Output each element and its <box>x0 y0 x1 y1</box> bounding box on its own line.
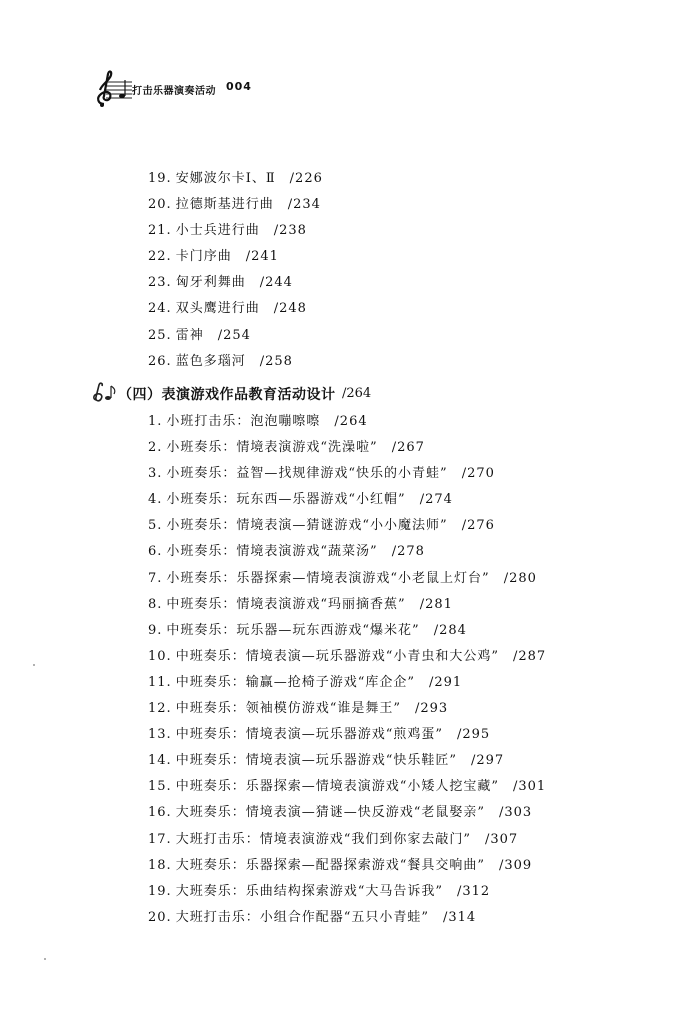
item-title: 小班奏乐：情境表演—猜谜游戏“小小魔法师” <box>166 518 448 534</box>
item-title: 中班奏乐：领袖模仿游戏“谁是舞王” <box>175 701 401 717</box>
item-number: 19. <box>148 171 172 186</box>
item-title: 大班奏乐：乐曲结构探索游戏“大马告诉我” <box>175 883 443 899</box>
music-note-icon <box>92 382 118 404</box>
item-number: 11. <box>148 674 172 690</box>
toc-item <box>148 270 668 296</box>
item-page: /248 <box>273 301 307 317</box>
item-page: /264 <box>334 414 368 429</box>
toc-item <box>148 218 668 244</box>
item-title: 中班奏乐：情境表演—玩乐器游戏“快乐鞋匠” <box>175 753 457 769</box>
item-number: 16. <box>148 805 172 821</box>
treble-clef-icon <box>92 68 134 108</box>
item-number: 4. <box>148 492 163 508</box>
item-title: 安娜波尔卡Ⅰ、Ⅱ <box>175 171 276 186</box>
item-title: 中班奏乐：乐器探索—情境表演游戏“小矮人挖宝藏” <box>175 779 499 795</box>
toc-item <box>148 487 668 513</box>
section-page: /264 <box>342 386 372 401</box>
item-number: 2. <box>148 440 163 456</box>
item-title: 大班奏乐：乐器探索—配器探索游戏“餐具交响曲” <box>175 857 485 873</box>
item-number: 20. <box>148 909 172 925</box>
item-number: 7. <box>148 570 163 586</box>
item-title: 中班奏乐：情境表演—玩乐器游戏“小青虫和大公鸡” <box>175 648 499 664</box>
toc-item <box>148 244 668 270</box>
item-number: 25. <box>148 327 172 343</box>
toc-item <box>148 696 668 722</box>
section-heading <box>92 380 652 408</box>
item-page: /281 <box>419 596 453 612</box>
item-page: /287 <box>512 648 547 664</box>
toc-list-top <box>148 166 668 375</box>
item-number: 5. <box>148 518 163 534</box>
toc-item <box>148 323 668 349</box>
item-page: /303 <box>498 805 533 821</box>
item-number: 15. <box>148 779 172 795</box>
item-page: /309 <box>498 857 533 873</box>
item-page: /307 <box>484 831 519 847</box>
item-page: /284 <box>433 622 467 638</box>
item-title: 中班奏乐：玩乐器—玩东西游戏“爆米花” <box>166 622 420 638</box>
item-page: /270 <box>461 466 495 482</box>
item-number: 14. <box>148 753 172 769</box>
item-title: 雷神 <box>175 327 204 343</box>
item-page: /276 <box>461 518 495 534</box>
item-title: 小班奏乐：玩东西—乐器游戏“小红帽” <box>166 492 406 508</box>
item-number: 21. <box>148 223 172 239</box>
toc-list-bottom <box>148 409 668 931</box>
item-page: /301 <box>512 779 547 795</box>
item-page: /274 <box>419 492 453 508</box>
running-header <box>92 68 392 108</box>
section-title: （四）表演游戏作品教育活动设计 <box>118 387 336 403</box>
item-title: 中班奏乐：情境表演—玩乐器游戏“煎鸡蛋” <box>175 727 443 743</box>
item-number: 10. <box>148 648 172 664</box>
toc-item <box>148 349 668 375</box>
item-page: /254 <box>217 327 251 343</box>
toc-item <box>148 827 668 853</box>
item-title: 大班打击乐：小组合作配器“五只小青蛙” <box>175 909 429 925</box>
item-page: /241 <box>245 249 279 265</box>
toc-item <box>148 566 668 592</box>
item-page: /234 <box>287 197 321 213</box>
item-title: 小班奏乐：益智—找规律游戏“快乐的小青蛙” <box>166 466 448 482</box>
item-title: 大班奏乐：情境表演—猜谜—快反游戏“老鼠娶亲” <box>175 805 485 821</box>
item-title: 卡门序曲 <box>175 249 232 265</box>
item-number: 13. <box>148 727 172 743</box>
toc-item <box>148 618 668 644</box>
toc-item <box>148 513 668 539</box>
item-title: 匈牙利舞曲 <box>175 275 246 291</box>
item-number: 24. <box>148 301 172 317</box>
item-page: /258 <box>259 353 293 369</box>
item-title: 拉德斯基进行曲 <box>175 197 274 213</box>
item-page: /312 <box>456 883 491 899</box>
toc-item <box>148 592 668 618</box>
toc-item <box>148 461 668 487</box>
toc-item <box>148 296 668 322</box>
item-page: /267 <box>391 440 425 456</box>
item-title: 小班奏乐：乐器探索—情境表演游戏“小老鼠上灯台” <box>166 570 490 586</box>
scan-speck <box>44 958 46 960</box>
item-number: 19. <box>148 883 172 899</box>
toc-item <box>148 192 668 218</box>
item-number: 18. <box>148 857 172 873</box>
toc-item <box>148 879 668 905</box>
item-number: 26. <box>148 353 172 369</box>
toc-item <box>148 539 668 565</box>
item-number: 6. <box>148 544 163 560</box>
item-page: /278 <box>391 544 425 560</box>
item-title: 双头鹰进行曲 <box>175 301 260 317</box>
item-title: 中班奏乐：情境表演游戏“玛丽摘香蕉” <box>166 596 406 612</box>
item-number: 22. <box>148 249 172 265</box>
item-page: /244 <box>259 275 293 291</box>
item-title: 蓝色多瑙河 <box>175 353 246 369</box>
toc-item <box>148 722 668 748</box>
item-page: /280 <box>503 570 537 586</box>
item-page: /293 <box>414 701 449 717</box>
toc-item <box>148 905 668 931</box>
scan-speck <box>33 664 35 666</box>
item-number: 9. <box>148 622 163 638</box>
item-number: 3. <box>148 466 163 482</box>
item-page: /291 <box>428 674 463 690</box>
toc-item <box>148 409 668 435</box>
header-page-number: 004 <box>226 80 252 93</box>
item-title: 中班奏乐：输赢—抢椅子游戏“库企企” <box>175 674 415 690</box>
toc-item <box>148 748 668 774</box>
item-number: 12. <box>148 701 172 717</box>
item-number: 1. <box>148 414 163 429</box>
item-number: 23. <box>148 275 172 291</box>
item-title: 小班奏乐：情境表演游戏“蔬菜汤” <box>166 544 378 560</box>
toc-item <box>148 774 668 800</box>
item-page: /295 <box>456 727 491 743</box>
item-title: 小士兵进行曲 <box>175 223 260 239</box>
item-title: 大班打击乐：情境表演游戏“我们到你家去敲门” <box>175 831 471 847</box>
toc-item <box>148 800 668 826</box>
item-title: 小班奏乐：情境表演游戏“洗澡啦” <box>166 440 378 456</box>
item-number: 8. <box>148 596 163 612</box>
item-page: /226 <box>289 171 323 186</box>
toc-item <box>148 644 668 670</box>
toc-item <box>148 166 668 192</box>
toc-item <box>148 853 668 879</box>
item-page: /297 <box>470 753 505 769</box>
item-page: /314 <box>442 909 477 925</box>
toc-item <box>148 670 668 696</box>
item-page: /238 <box>273 223 307 239</box>
toc-item <box>148 435 668 461</box>
item-number: 20. <box>148 197 172 213</box>
item-title: 小班打击乐：泡泡嘣嚓嚓 <box>166 414 321 429</box>
header-title: 打击乐器演奏活动 <box>132 86 216 97</box>
item-number: 17. <box>148 831 172 847</box>
